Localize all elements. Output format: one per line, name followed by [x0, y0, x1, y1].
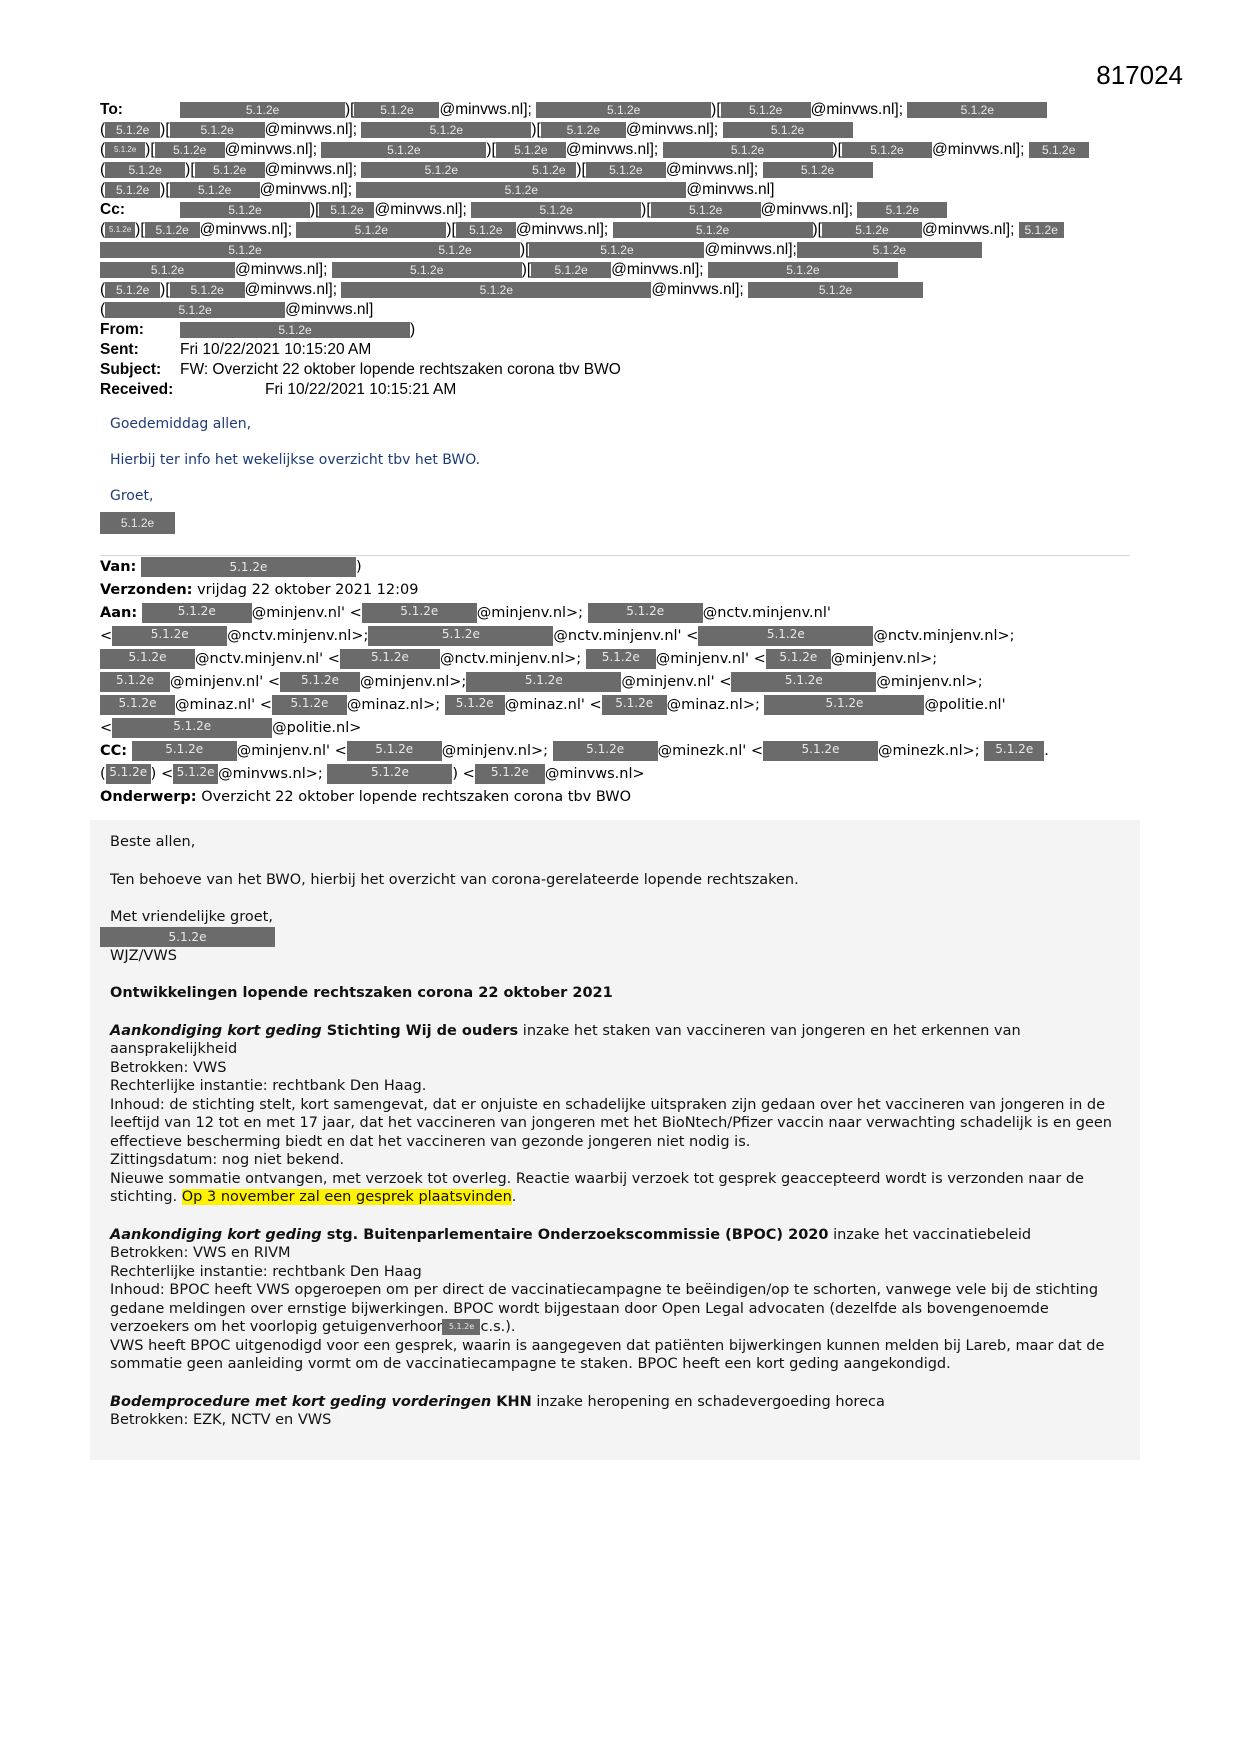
- redaction: 5.1.2e: [180, 102, 345, 118]
- redaction: 5.1.2e: [390, 242, 520, 258]
- redaction: 5.1.2e: [100, 927, 275, 947]
- redaction: 5.1.2e: [731, 672, 876, 692]
- case-3: Bodemprocedure met kort geding vorderingen KHN inzake heropening en schadevergoeding horeca Betrokken: EZK, NCTV en VWS: [110, 1393, 885, 1428]
- cc-label: CC:: [100, 743, 128, 759]
- redaction: 5.1.2e: [361, 162, 521, 178]
- redaction: 5.1.2e: [195, 162, 265, 178]
- redaction: 5.1.2e: [141, 557, 356, 577]
- dept: WJZ/VWS: [110, 947, 177, 964]
- received-label: Received:: [100, 381, 174, 398]
- redaction: 5.1.2e: [341, 282, 651, 298]
- redaction: 5.1.2e: [857, 202, 947, 218]
- redaction: 5.1.2e: [142, 603, 252, 623]
- message-body: [110, 416, 480, 504]
- redaction: 5.1.2e: [984, 741, 1044, 761]
- redaction: 5.1.2e: [586, 162, 666, 178]
- redaction: 5.1.2e: [442, 1319, 480, 1335]
- body-text: Hierbij ter info het wekelijkse overzicht tbv het BWO.: [110, 452, 481, 468]
- redaction: 5.1.2e: [529, 242, 704, 258]
- case-1: Aankondiging kort geding Stichting Wij de ouders inzake het staken van vaccineren van jongeren en het erkennen van aansprakelijkheid Betrokken: VWS Rechterlijke instantie: rechtbank Den Haag. Inhoud: de stichting stelt, kort samengevat, dat er onjuiste en schadelijke uitspraken zijn gedaan over het vaccineren van jongeren in de leeftijd van 12 tot en met 17 jaar, dat het vaccineren van jongeren met het BioNtech/Pfizer vaccin naar verwachting schadelijk is en geen effectieve bescherming biedt en dat het vaccineren van gezonde jongeren niet nodig is. Zittingsdatum: nog niet bekend. Nieuwe sommatie ontvangen, met verzoek tot overleg. Reactie waarbij verzoek tot gesprek geaccepteerd wordt is verzonden naar de stichting. Op 3 november zal een gesprek plaatsvinden.: [110, 1022, 1112, 1205]
- redaction: 5.1.2e: [1029, 142, 1089, 158]
- redaction: 5.1.2e: [332, 262, 522, 278]
- redaction: 5.1.2e: [1019, 222, 1064, 238]
- redaction: 5.1.2e: [272, 695, 347, 715]
- redaction: 5.1.2e: [368, 626, 553, 646]
- redaction: 5.1.2e: [112, 718, 272, 738]
- redaction: 5.1.2e: [105, 182, 160, 198]
- redaction: 5.1.2e: [362, 603, 477, 623]
- content-text: [110, 833, 1130, 1449]
- sent-label: Sent:: [100, 341, 139, 358]
- redaction: 5.1.2e: [748, 282, 923, 298]
- redaction: 5.1.2e: [708, 262, 898, 278]
- redaction: 5.1.2e: [721, 102, 811, 118]
- verzonden-value: vrijdag 22 oktober 2021 12:09: [197, 582, 419, 598]
- redaction: 5.1.2e: [100, 695, 175, 715]
- redaction: 5.1.2e: [613, 222, 813, 238]
- onderwerp-value: Overzicht 22 oktober lopende rechtszaken corona tbv BWO: [201, 789, 632, 805]
- content-heading: Ontwikkelingen lopende rechtszaken corona 22 oktober 2021: [110, 985, 613, 1001]
- redaction: 5.1.2e: [356, 182, 686, 198]
- redaction: 5.1.2e: [321, 142, 486, 158]
- received-line: [100, 380, 1140, 400]
- redaction: 5.1.2e: [361, 122, 531, 138]
- redaction: 5.1.2e: [105, 162, 185, 178]
- redaction: 5.1.2e: [105, 282, 160, 298]
- redaction: 5.1.2e: [340, 649, 440, 669]
- redaction: 5.1.2e: [471, 202, 641, 218]
- redaction: 5.1.2e: [145, 222, 200, 238]
- redaction: 5.1.2e: [586, 649, 656, 669]
- redaction: 5.1.2e: [280, 672, 360, 692]
- redaction: 5.1.2e: [797, 242, 982, 258]
- highlighted-text: Op 3 november zal een gesprek plaatsvinden: [181, 1189, 512, 1205]
- redaction: 5.1.2e: [155, 142, 225, 158]
- redaction: 5.1.2e: [663, 142, 833, 158]
- redaction: 5.1.2e: [723, 122, 853, 138]
- redaction: 5.1.2e: [105, 142, 145, 158]
- content-intro: Ten behoeve van het BWO, hierbij het overzicht van corona-gerelateerde lopende rechtszaken.: [110, 871, 799, 888]
- sent-line: [100, 340, 1140, 360]
- redaction: 5.1.2e: [100, 672, 170, 692]
- redaction: 5.1.2e: [100, 262, 235, 278]
- redaction: 5.1.2e: [536, 102, 711, 118]
- redaction: 5.1.2e: [475, 764, 545, 784]
- redaction: 5.1.2e: [100, 242, 390, 258]
- redaction: 5.1.2e: [100, 649, 195, 669]
- redaction: 5.1.2e: [763, 162, 873, 178]
- to-label: To:: [100, 101, 123, 118]
- to-line: To: 5.1.2e )[ 5.1.2e @minvws.nl]; 5.1.2e )[ 5.1.2e @minvws.nl]; 5.1.2e: [100, 100, 1140, 120]
- redaction: 5.1.2e: [764, 695, 924, 715]
- sent-value: Fri 10/22/2021 10:15:20 AM: [180, 341, 372, 358]
- subject-label: Subject:: [100, 361, 162, 378]
- redaction: 5.1.2e: [651, 202, 761, 218]
- redaction: 5.1.2e: [132, 741, 237, 761]
- greeting: Goedemiddag allen,: [110, 416, 252, 432]
- redaction: 5.1.2e: [766, 649, 831, 669]
- forward-header: Van: 5.1.2e ) Verzonden: vrijdag 22 oktober 2021 12:09 Aan: 5.1.2e @minjenv.nl' < 5.1.2e @minjenv.nl>; 5.1.2e @nctv.minjenv.nl' < 5.1.2e @nctv.minjenv.nl>; 5.1.2e @nctv.minjenv.nl' < 5.1.2e @nctv.minjenv.nl>; 5.1.2e @nctv.minjenv.nl' < 5.1.2e @nctv.minjenv.nl>; 5.1.2e @minjenv.nl' < 5.1.2e @minjenv.nl>; 5.1.2e @minjenv.nl' < 5.1.2e @minjenv.nl>; 5.1.2e @minjenv.nl' < 5.1.2e @minjenv.nl>; 5.1.2e @minaz.nl' < 5.1.2e @minaz.nl>; 5.1.2e @minaz.nl' < 5.1.2e @minaz.nl>; 5.1.2e @politie.nl' < 5.1.2e @politie.nl> CC: 5.1.2e @minjenv.nl' < 5.1.2e @minjenv.nl>; 5.1.2e @minezk.nl' < 5.1.2e @minezk.nl>; 5.1.2e . ( 5.1.2e ) < 5.1.2e @minvws.nl>; 5.1.2e ) < 5.1.2e @minvws.nl> Onderwerp: Overzicht 22 oktober lopende rechtszaken corona tbv BWO: [100, 559, 1049, 805]
- redaction: 5.1.2e: [105, 122, 160, 138]
- redaction: 5.1.2e: [541, 122, 626, 138]
- content-greeting: Beste allen,: [110, 834, 196, 850]
- redaction: 5.1.2e: [698, 626, 873, 646]
- redaction: 5.1.2e: [319, 202, 374, 218]
- redaction: 5.1.2e: [842, 142, 932, 158]
- redaction: 5.1.2e: [763, 741, 878, 761]
- redaction: 5.1.2e: [180, 322, 410, 338]
- redaction: 5.1.2e: [100, 512, 175, 534]
- email-header: To: 5.1.2e )[ 5.1.2e @minvws.nl]; 5.1.2e )[ 5.1.2e @minvws.nl]; 5.1.2e ( 5.1.2e )[ 5.1.2e @minvws.nl]; 5.1.2e )[ 5.1.2e @minvws.nl]; 5.1.2e ( 5.1.2e )[ 5.1.2e @minvws.nl]; 5.1.2e )[ 5.1.2e @minvws.nl]; 5.1.2e )[ 5.1.2e @minvws.nl]; 5.1.2e ( 5.1.2e )[ 5.1.2e @minvws.nl]; 5.1.2e 5.1.2e )[ 5.1.2e @minvws.nl]; 5.1.2e ( 5.1.2e )[ 5.1.2e @minvws.nl]; 5.1.2e @minvws.nl] Cc: 5.1.2e )[ 5.1.2e @minvws.nl]; 5.1.2e )[ 5.1.2e @minvws.nl]; 5.1.2e ( 5.1.2e )[ 5.1.2e @minvws.nl]; 5.1.2e )[ 5.1.2e @minvws.nl]; 5.1.2e )[ 5.1.2e @minvws.nl]; 5.1.2e 5.1.2e 5.1.2e )[ 5.1.2e @minvws.nl]; 5.1.2e 5.1.2e @minvws.nl]; 5.1.2e )[ 5.1.2e @minvws.nl]; 5.1.2e ( 5.1.2e )[ 5.1.2e @minvws.nl]; 5.1.2e @minvws.nl]; 5.1.2e ( 5.1.2e @minvws.nl] From: 5.1.2e ) Sent: Fri 10/22/2021 10:15:20 AM Subject: FW: Overzicht 22 oktober lopende rechtszaken corona tbv BWO Received: Fri 10/22/2021 10:15:21 AM: [100, 100, 1140, 400]
- cc-line: Cc: 5.1.2e )[ 5.1.2e @minvws.nl]; 5.1.2e )[ 5.1.2e @minvws.nl]; 5.1.2e: [100, 200, 1140, 220]
- from-line: From: 5.1.2e ): [100, 321, 416, 338]
- subject-line: [100, 360, 1140, 380]
- redaction: 5.1.2e: [553, 741, 658, 761]
- closing: Groet,: [110, 488, 154, 504]
- received-value: Fri 10/22/2021 10:15:21 AM: [265, 381, 457, 398]
- aan-label: Aan:: [100, 605, 138, 621]
- redaction: 5.1.2e: [173, 764, 218, 784]
- document-number: 817024: [1096, 60, 1183, 90]
- verzonden-label: Verzonden:: [100, 582, 193, 598]
- redaction: 5.1.2e: [112, 626, 227, 646]
- redaction: 5.1.2e: [347, 741, 442, 761]
- cc-label: Cc:: [100, 201, 125, 218]
- van-label: Van:: [100, 559, 137, 575]
- redaction: 5.1.2e: [531, 262, 611, 278]
- redaction: 5.1.2e: [445, 695, 505, 715]
- redaction: 5.1.2e: [327, 764, 452, 784]
- redaction: 5.1.2e: [822, 222, 922, 238]
- content-closing: Met vriendelijke groet,: [110, 909, 273, 925]
- redaction: 5.1.2e: [106, 764, 151, 784]
- redaction: 5.1.2e: [602, 695, 667, 715]
- redaction: 5.1.2e: [907, 102, 1047, 118]
- from-label: From:: [100, 321, 144, 338]
- redaction: 5.1.2e: [354, 102, 439, 118]
- redaction: 5.1.2e: [170, 122, 265, 138]
- redaction: 5.1.2e: [496, 142, 566, 158]
- redaction: 5.1.2e: [170, 282, 245, 298]
- redaction: 5.1.2e: [105, 222, 135, 238]
- redaction: 5.1.2e: [105, 302, 285, 318]
- subject-value: FW: Overzicht 22 oktober lopende rechtszaken corona tbv BWO: [180, 361, 621, 378]
- case-2: Aankondiging kort geding stg. Buitenparlementaire Onderzoekscommissie (BPOC) 2020 inzake het vaccinatiebeleid Betrokken: VWS en RIVM Rechterlijke instantie: rechtbank Den Haag Inhoud: BPOC heeft VWS opgeroepen om per direct de vaccinatiecampagne te beëindigen/op te schorten, vanwege vele bij de stichting gedane meldingen over ernstige bijwerkingen. BPOC wordt bijgestaan door Open Legal advocaten (dezelfde als bovengenoemde verzoekers om het voorlopig getuigenverhoor 5.1.2e c.s.). VWS heeft BPOC uitgenodigd voor een gesprek, waarin is aangegeven dat patiënten bijwerkingen kunnen melden bij Lareb, maar dat de sommatie geen aanleiding vormt om de vaccinatiecampagne te staken. BPOC heeft een kort geding aangekondigd.: [110, 1226, 1105, 1372]
- redaction: 5.1.2e: [521, 162, 576, 178]
- redaction: 5.1.2e: [456, 222, 516, 238]
- signature: [100, 512, 175, 534]
- redaction: 5.1.2e: [588, 603, 703, 623]
- redaction: 5.1.2e: [180, 202, 310, 218]
- redaction: 5.1.2e: [170, 182, 260, 198]
- redaction: 5.1.2e: [466, 672, 621, 692]
- redaction: 5.1.2e: [296, 222, 446, 238]
- onderwerp-label: Onderwerp:: [100, 789, 197, 805]
